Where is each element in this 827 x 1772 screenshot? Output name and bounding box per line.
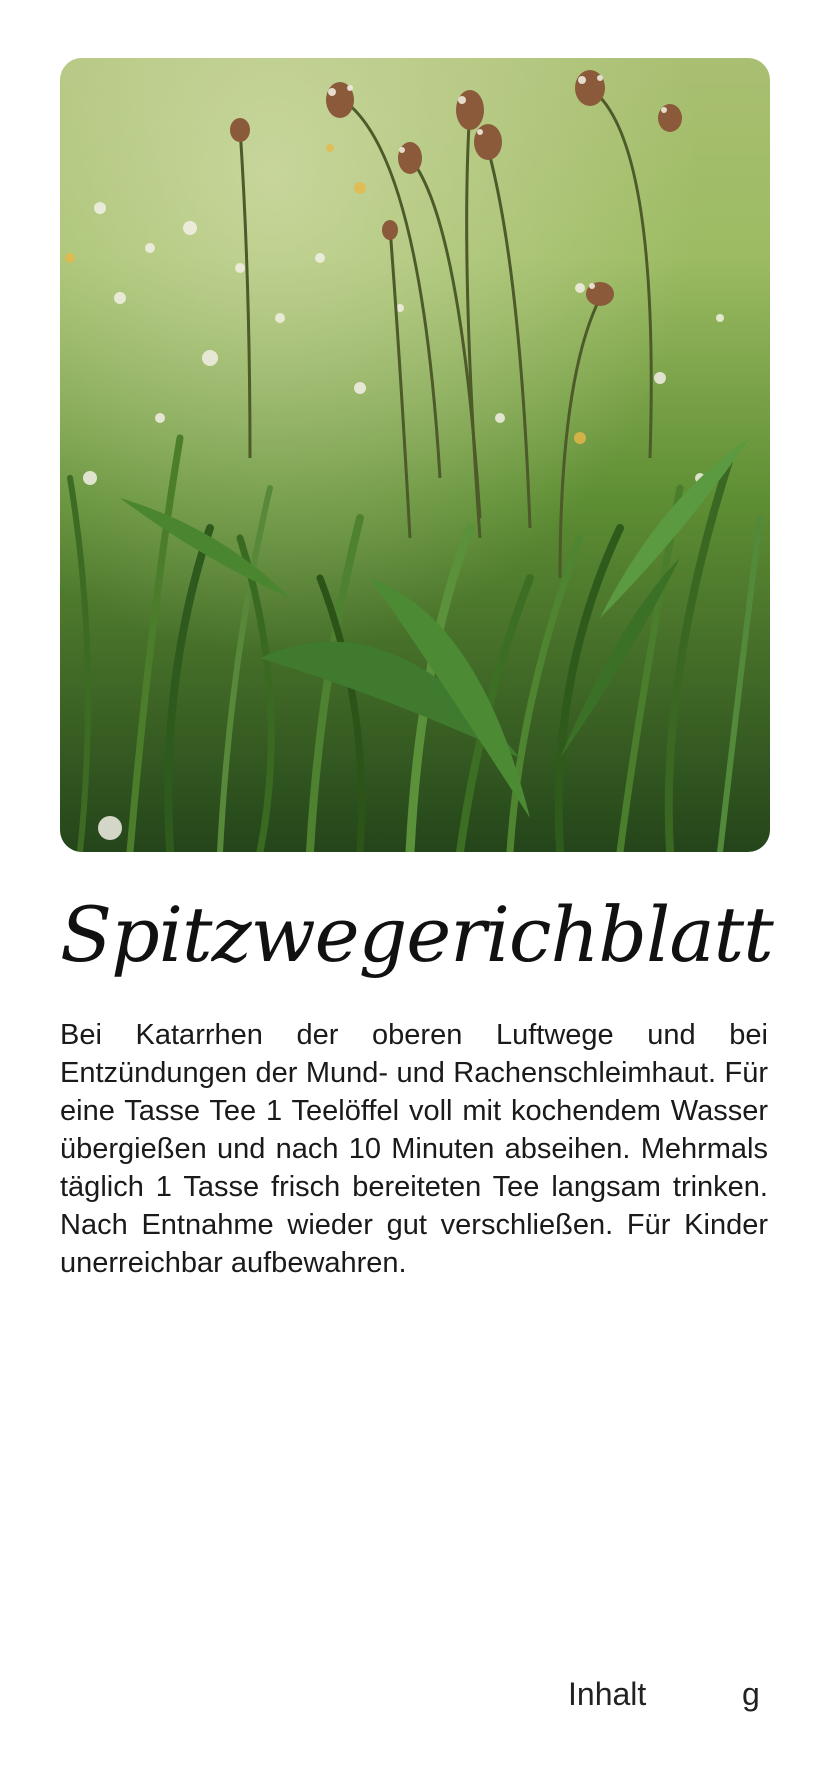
page-footer — [0, 1676, 827, 1720]
plant-photo — [60, 58, 770, 852]
meadow-illustration — [60, 58, 770, 852]
contents-link[interactable]: Inhalt — [568, 1676, 647, 1712]
usage-instructions: Bei Katarrhen der oberen Luftwege und bei Entzündungen der Mund- und Rachenschleimhaut. Für eine Tasse Tee 1 Teelöffel voll mit kochendem Wasser übergießen und nach 10 Minuten abseihen. Mehrmals täglich 1 Tasse frisch bereiteten Tee langsam trinken. Nach Entnahme wieder gut verschließen. Für Kinder unerreichbar aufbewahren. — [60, 1019, 768, 1279]
page-marker: g — [742, 1676, 760, 1712]
page-title: Spitzwegerichblatt — [60, 890, 773, 979]
